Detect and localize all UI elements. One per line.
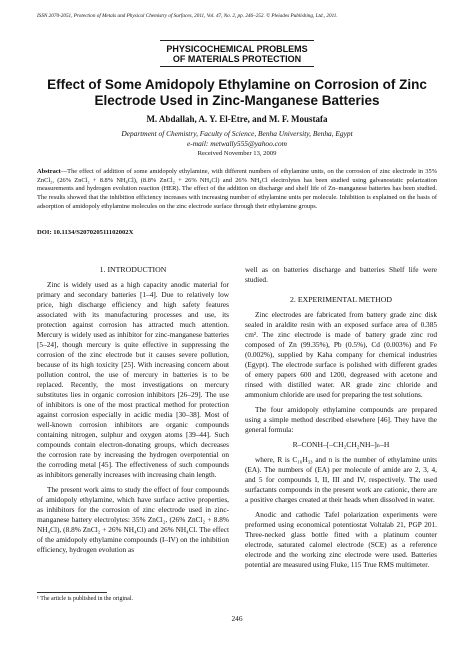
section-rule-top (160, 40, 314, 41)
article-title (40, 77, 434, 109)
general-formula: R–CONH–[–CH₂CH₂NH–]ₙ–H (292, 440, 390, 449)
page-number: 246 (231, 614, 243, 623)
journal-issn-line: ISSN 2070-2051, Protection of Metals and Physical Chemistry of Surfaces, 2011, Vol. 47, No. 2, pp. 246–252. © Pleiades Publishing, Ltd., 2011. (37, 13, 338, 19)
article-authors: M. Abdallah, A. Y. El-Etre, and M. F. Moustafa (146, 114, 328, 124)
section-title (60, 44, 414, 64)
footnote-rule (37, 592, 107, 593)
experimental-heading: 2. EXPERIMENTAL METHOD (290, 295, 392, 304)
experimental-paragraph-2: The four amidopoly ethylamine compounds are prepared using a simple method described elsewhere [46]. They have the general formula: (245, 405, 437, 434)
article-affiliation: Department of Chemistry, Faculty of Science, Benha University, Benha, Egypt (121, 129, 353, 138)
experimental-paragraph-3: where, R is C₁₆H₃₃ and n is the number of ethylamine units (EA). The numbers of (EA) per molecule of amide are 2, 3, 4, and 5 for compounds I, II, III and IV, respectively. The used surfactants compounds in the present work are cationic, there are a positive charges created at their heads when dissolved in water. (245, 455, 437, 504)
article-title-line2: Electrode Used in Zinc-Manganese Batteries (94, 93, 380, 108)
right-column (245, 265, 437, 575)
intro-continuation: well as on batteries discharge and batteries Shelf life were studied. (245, 265, 437, 284)
intro-paragraph-2: The present work aims to study the effect of four compounds of amidopoly ethylamine, which have surface active properties, as inhibitors for the corrosion of zinc electrode used in zinc-manganese battery electrolytes: 35% ZnCl₂, (26% ZnCl₂ + 8.8% NH₄Cl), (8.8% ZnCl₂ + 26% NH₄Cl) and 26% NH₄Cl. The effect of the amidopoly ethylamine compounds (I–IV) on the inhibition efficiency, hydrogen evolution as (37, 485, 229, 554)
received-date: Received November 13, 2009 (197, 150, 277, 157)
section-title-line1: PHYSICOCHEMICAL PROBLEMS (166, 44, 308, 54)
article-email: e-mail: metwally555@yahoo.com (187, 138, 287, 148)
section-title-line2: OF MATERIALS PROTECTION (172, 54, 302, 64)
section-rule-bottom (160, 66, 314, 67)
experimental-paragraph-4: Anodic and cathodic Tafel polarization experiments were preformed using economical potentiostat Voltalab 21, PGP 201. Three-necked glass bottle fitted with a platinum counter electrode, saturated calomel electrode (SCE) as a reference electrode and the working zinc electrode were used. Batteries potential are measured using Fluke, 115 True RMS multimeter. (245, 510, 437, 569)
article-title-line1: Effect of Some Amidopoly Ethylamine on Corrosion of Zinc (47, 77, 427, 92)
left-column (37, 265, 229, 560)
intro-paragraph-1: Zinc is widely used as a high capacity anodic material for primary and secondary batteries [1–4]. Due to relatively low price, high discharge efficiency and high safety features associated with its manufacturing processes and use, its protection against corrosion has attracted much attention. Mercury is widely used as inhibitor for zinc-manganese batteries [5–24], though mercury is quite effective in suppressing the corrosion of the zinc electrode but it causes severe pollution, because of its high toxicity [25]. With increasing concern about pollution control, the use of mercury in batteries is to be replaced. Recently, the most investigations on mercury substitutes lies in organic corrosion inhibitors [26–29]. The use of inhibitors is one of the most practical method for protection against corrosion especially in acidic media [30–38]. Most of well-known corrosion inhibitors are organic compounds containing nitrogen, sulphur and oxygen atoms [39–44]. Such compounds contain electron-donating groups, which decreases the corrosion rate by increasing the hydrogen overpotential on the corroding metal [45]. The effectiveness of such compounds as inhibitors generally increases with increasing chain length. (37, 280, 229, 479)
article-affiliation-block (40, 129, 434, 148)
footnote: ¹ The article is published in the original. (37, 596, 133, 602)
experimental-paragraph-1: Zinc electrodes are fabricated from battery grade zinc disk sealed in araldite resin with an exposed surface area of 0.385 cm². The zinc electrode is made of battery grade zinc rod composed of Zn (99.35%), Pb (0.5%), Cd (0.003%) and Fe (0.002%), supplied by Kaha company for chemical industries (Egypt). The electrode surface is polished with different grades of emery papers 600 and 1200, degreased with acetone and rinsed with distilled water. AR grade zinc chloride and ammonium chloride are used for preparing the test solutions. (245, 310, 437, 399)
abstract-label: Abstract (37, 168, 61, 175)
abstract-text: —The effect of addition of some amidopoly ethylamine, with different numbers of ethylamine units, on the corrosion of zinc electrode in 35% ZnCl₂, (26% ZnCl₂ + 8.8% NH₄Cl), (8.8% ZnCl₂ + 26% NH₄Cl) and 26% NH₄Cl electrolytes has been studied using galvanostatic polarization measurements and hydrogen evolution reaction (HER). The effect of the addition on discharge and shelf life of Zn–manganese batteries has been studied. The results showed that the inhibition efficiency increases with increasing number of ethylamine units per molecule. Inhibition is explained on the basis of adsorption of amidopoly ethylamine molecules on the zinc electrode surface through their ethylamine groups. (37, 168, 437, 210)
introduction-heading: 1. INTRODUCTION (99, 265, 167, 274)
doi: DOI: 10.1134/S207020511102002X (37, 229, 134, 236)
abstract (37, 168, 437, 212)
